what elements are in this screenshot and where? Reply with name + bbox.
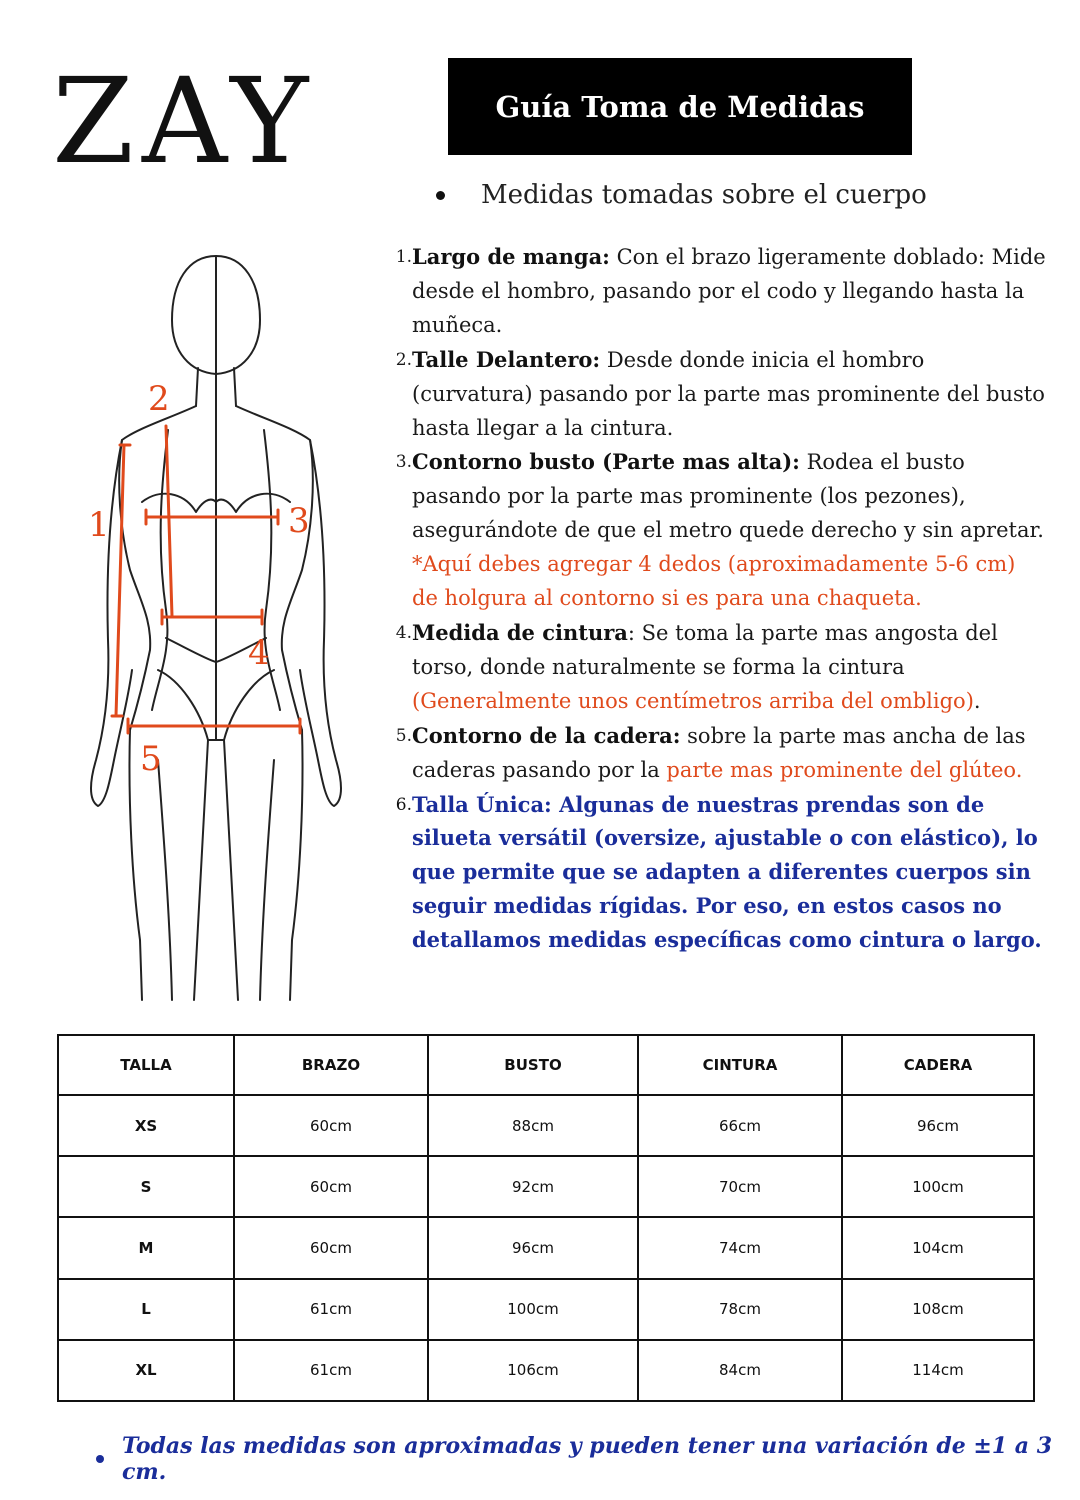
item-highlight: (Generalmente unos centímetros arriba del ombligo) xyxy=(412,688,974,713)
table-cell: XS xyxy=(58,1095,234,1156)
footer-note xyxy=(96,1433,1056,1485)
item-title: Talla Única: xyxy=(412,791,552,817)
measure-line-3 xyxy=(146,510,278,524)
table-cell: 106cm xyxy=(428,1340,638,1401)
item-text: sobre la parte mas ancha de las caderas pasando por la xyxy=(412,723,1026,782)
list-item xyxy=(386,240,1046,343)
item-title: Contorno busto (Parte mas alta): xyxy=(412,449,800,475)
table-row xyxy=(58,1095,1034,1156)
measure-label-4: 4 xyxy=(248,633,270,673)
body-figure-illustration xyxy=(80,240,360,1010)
item-tail: . xyxy=(973,688,981,713)
list-item xyxy=(386,788,1046,958)
measure-label-2: 2 xyxy=(148,379,170,419)
measure-label-3: 3 xyxy=(288,501,310,541)
table-row xyxy=(58,1279,1034,1340)
table-header-row xyxy=(58,1035,1034,1095)
table-cell: S xyxy=(58,1156,234,1217)
list-item xyxy=(386,719,1046,788)
bullet-icon xyxy=(96,1455,104,1463)
column-header: CINTURA xyxy=(638,1035,842,1095)
item-text: Desde donde inicia el hombro (curvatura) pasando por la parte mas prominente del busto hasta llegar a la cintura. xyxy=(412,347,1045,440)
table-row xyxy=(58,1340,1034,1401)
list-item xyxy=(386,445,1046,616)
item-title: Contorno de la cadera: xyxy=(412,722,681,748)
column-header: TALLA xyxy=(58,1035,234,1095)
brand-logo: ZAY xyxy=(52,52,317,190)
list-item xyxy=(386,343,1046,446)
subtitle-text: Medidas tomadas sobre el cuerpo xyxy=(481,180,927,210)
item-number: 2. xyxy=(395,349,412,370)
table-cell: 74cm xyxy=(638,1217,842,1278)
table-cell: 78cm xyxy=(638,1279,842,1340)
item-number: 1. xyxy=(395,247,412,267)
item-number: 3. xyxy=(395,452,412,473)
figure-arm-right xyxy=(300,440,341,806)
table-row xyxy=(58,1217,1034,1278)
item-text: : Se toma la parte mas angosta del torso, donde naturalmente se forma la cintura xyxy=(412,620,998,679)
column-header: BUSTO xyxy=(428,1035,638,1095)
measure-label-1: 1 xyxy=(88,505,110,545)
table-cell: 92cm xyxy=(428,1156,638,1217)
table-cell: 60cm xyxy=(234,1095,428,1156)
table-cell: 100cm xyxy=(428,1279,638,1340)
measure-line-5 xyxy=(128,719,300,733)
bullet-icon xyxy=(436,191,445,200)
column-header: CADERA xyxy=(842,1035,1034,1095)
measure-label-5: 5 xyxy=(140,739,162,779)
item-highlight: *Aquí debes agregar 4 dedos (aproximadamente 5-6 cm) de holgura al contorno si es para una chaqueta. xyxy=(412,552,1016,611)
table-cell: 84cm xyxy=(638,1340,842,1401)
item-title: Largo de manga: xyxy=(412,244,610,269)
figure-arm-left xyxy=(91,440,132,806)
item-title: Talle Delantero: xyxy=(412,346,601,372)
table-cell: 60cm xyxy=(234,1156,428,1217)
column-header: BRAZO xyxy=(234,1035,428,1095)
page-title: Guía Toma de Medidas xyxy=(448,58,912,155)
measure-line-4 xyxy=(162,610,262,624)
table-cell: L xyxy=(58,1279,234,1340)
table-cell: 88cm xyxy=(428,1095,638,1156)
table-cell: 70cm xyxy=(638,1156,842,1217)
table-cell: 104cm xyxy=(842,1217,1034,1278)
table-cell: 96cm xyxy=(842,1095,1034,1156)
table-cell: 100cm xyxy=(842,1156,1034,1217)
item-number: 6. xyxy=(395,794,412,815)
table-cell: XL xyxy=(58,1340,234,1401)
table-cell: 60cm xyxy=(234,1217,428,1278)
footer-note-text: Todas las medidas son aproximadas y pueden tener una variación de ±1 a 3 cm. xyxy=(122,1433,1053,1485)
table-cell: 61cm xyxy=(234,1340,428,1401)
table-cell: 114cm xyxy=(842,1340,1034,1401)
table-cell: 66cm xyxy=(638,1095,842,1156)
table-row xyxy=(58,1156,1034,1217)
table-cell: 96cm xyxy=(428,1217,638,1278)
measurement-instructions xyxy=(386,240,1046,957)
item-number: 5. xyxy=(395,725,412,746)
table-cell: 61cm xyxy=(234,1279,428,1340)
table-cell: 108cm xyxy=(842,1279,1034,1340)
measure-line-2 xyxy=(166,426,172,616)
item-text: Con el brazo ligeramente doblado: Mide desde el hombro, pasando por el codo y llegando hasta la muñeca. xyxy=(412,245,1046,337)
list-item xyxy=(386,616,1046,719)
item-text: Algunas de nuestras prendas son de silueta versátil (oversize, ajustable o con elástico), lo que permite que se adapten a diferentes cuerpos sin seguir medidas rígidas. Por eso, en estos casos no detallamos medidas específicas como cintura o largo. xyxy=(412,791,1042,953)
item-number: 4. xyxy=(395,622,412,643)
size-table xyxy=(57,1034,1035,1402)
subtitle xyxy=(436,180,927,210)
item-text: Rodea el busto pasando por la parte mas prominente (los pezones), asegurándote de que el metro quede derecho y sin apretar. xyxy=(412,450,1044,543)
item-title: Medida de cintura xyxy=(412,619,628,645)
item-highlight: parte mas prominente del glúteo. xyxy=(666,757,1023,782)
table-cell: M xyxy=(58,1217,234,1278)
